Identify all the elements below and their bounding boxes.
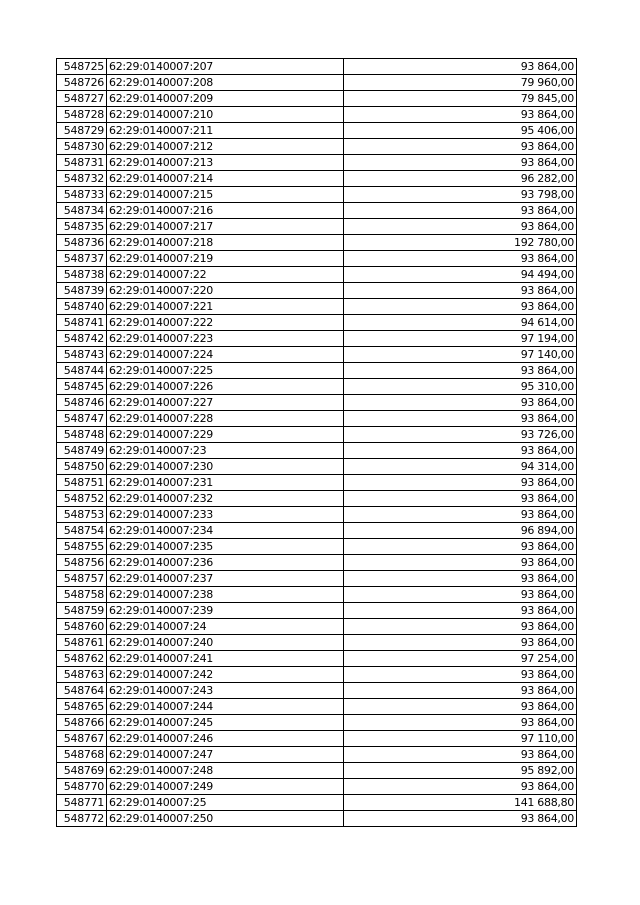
value-cell: 93 864,00 <box>344 107 577 123</box>
table-row <box>57 507 577 523</box>
row-id-cell: 548761 <box>57 635 107 651</box>
table-body <box>57 59 577 827</box>
cadastral-number-cell: 62:29:0140007:22 <box>107 267 344 283</box>
row-id-cell: 548726 <box>57 75 107 91</box>
cadastral-number-cell: 62:29:0140007:231 <box>107 475 344 491</box>
value-cell: 141 688,80 <box>344 795 577 811</box>
value-cell: 93 864,00 <box>344 603 577 619</box>
row-id-cell: 548772 <box>57 811 107 827</box>
row-id-cell: 548751 <box>57 475 107 491</box>
table-row <box>57 779 577 795</box>
table-row <box>57 715 577 731</box>
table-row <box>57 315 577 331</box>
cadastral-number-cell: 62:29:0140007:245 <box>107 715 344 731</box>
cadastral-number-cell: 62:29:0140007:239 <box>107 603 344 619</box>
cadastral-number-cell: 62:29:0140007:208 <box>107 75 344 91</box>
value-cell: 93 864,00 <box>344 411 577 427</box>
row-id-cell: 548768 <box>57 747 107 763</box>
cadastral-number-cell: 62:29:0140007:209 <box>107 91 344 107</box>
cadastral-number-cell: 62:29:0140007:238 <box>107 587 344 603</box>
value-cell: 93 864,00 <box>344 555 577 571</box>
cadastral-number-cell: 62:29:0140007:244 <box>107 699 344 715</box>
table-row <box>57 107 577 123</box>
value-cell: 97 110,00 <box>344 731 577 747</box>
row-id-cell: 548767 <box>57 731 107 747</box>
cadastral-number-cell: 62:29:0140007:223 <box>107 331 344 347</box>
table-row <box>57 251 577 267</box>
row-id-cell: 548771 <box>57 795 107 811</box>
table-row <box>57 731 577 747</box>
value-cell: 93 864,00 <box>344 571 577 587</box>
row-id-cell: 548740 <box>57 299 107 315</box>
value-cell: 93 864,00 <box>344 587 577 603</box>
row-id-cell: 548750 <box>57 459 107 475</box>
table-row <box>57 75 577 91</box>
row-id-cell: 548753 <box>57 507 107 523</box>
value-cell: 93 864,00 <box>344 699 577 715</box>
table-row <box>57 635 577 651</box>
value-cell: 93 864,00 <box>344 139 577 155</box>
row-id-cell: 548729 <box>57 123 107 139</box>
row-id-cell: 548737 <box>57 251 107 267</box>
table-row <box>57 363 577 379</box>
table-row <box>57 571 577 587</box>
value-cell: 95 406,00 <box>344 123 577 139</box>
table-row <box>57 811 577 827</box>
row-id-cell: 548743 <box>57 347 107 363</box>
value-cell: 93 726,00 <box>344 427 577 443</box>
value-cell: 93 864,00 <box>344 251 577 267</box>
value-cell: 192 780,00 <box>344 235 577 251</box>
cadastral-number-cell: 62:29:0140007:25 <box>107 795 344 811</box>
table-row <box>57 395 577 411</box>
table-row <box>57 299 577 315</box>
value-cell: 94 314,00 <box>344 459 577 475</box>
value-cell: 93 864,00 <box>344 491 577 507</box>
value-cell: 93 864,00 <box>344 747 577 763</box>
value-cell: 93 864,00 <box>344 667 577 683</box>
table-row <box>57 283 577 299</box>
cadastral-number-cell: 62:29:0140007:235 <box>107 539 344 555</box>
row-id-cell: 548763 <box>57 667 107 683</box>
table-row <box>57 459 577 475</box>
row-id-cell: 548745 <box>57 379 107 395</box>
row-id-cell: 548733 <box>57 187 107 203</box>
table-row <box>57 411 577 427</box>
row-id-cell: 548762 <box>57 651 107 667</box>
row-id-cell: 548770 <box>57 779 107 795</box>
table-row <box>57 267 577 283</box>
row-id-cell: 548755 <box>57 539 107 555</box>
row-id-cell: 548730 <box>57 139 107 155</box>
row-id-cell: 548728 <box>57 107 107 123</box>
value-cell: 93 864,00 <box>344 283 577 299</box>
cadastral-number-cell: 62:29:0140007:216 <box>107 203 344 219</box>
cadastral-number-cell: 62:29:0140007:215 <box>107 187 344 203</box>
row-id-cell: 548759 <box>57 603 107 619</box>
cadastral-number-cell: 62:29:0140007:211 <box>107 123 344 139</box>
row-id-cell: 548738 <box>57 267 107 283</box>
row-id-cell: 548742 <box>57 331 107 347</box>
cadastral-number-cell: 62:29:0140007:243 <box>107 683 344 699</box>
row-id-cell: 548734 <box>57 203 107 219</box>
value-cell: 93 864,00 <box>344 683 577 699</box>
table-row <box>57 555 577 571</box>
cadastral-number-cell: 62:29:0140007:233 <box>107 507 344 523</box>
cadastral-number-cell: 62:29:0140007:212 <box>107 139 344 155</box>
document-page <box>56 58 577 827</box>
cadastral-number-cell: 62:29:0140007:240 <box>107 635 344 651</box>
table-row <box>57 187 577 203</box>
cadastral-number-cell: 62:29:0140007:234 <box>107 523 344 539</box>
value-cell: 93 864,00 <box>344 155 577 171</box>
table-row <box>57 699 577 715</box>
table-row <box>57 603 577 619</box>
cadastral-number-cell: 62:29:0140007:248 <box>107 763 344 779</box>
table-row <box>57 219 577 235</box>
row-id-cell: 548754 <box>57 523 107 539</box>
row-id-cell: 548741 <box>57 315 107 331</box>
cadastral-number-cell: 62:29:0140007:247 <box>107 747 344 763</box>
cadastral-number-cell: 62:29:0140007:214 <box>107 171 344 187</box>
cadastral-number-cell: 62:29:0140007:24 <box>107 619 344 635</box>
cadastral-number-cell: 62:29:0140007:219 <box>107 251 344 267</box>
value-cell: 93 864,00 <box>344 811 577 827</box>
cadastral-number-cell: 62:29:0140007:210 <box>107 107 344 123</box>
row-id-cell: 548727 <box>57 91 107 107</box>
value-cell: 93 864,00 <box>344 475 577 491</box>
cadastral-number-cell: 62:29:0140007:241 <box>107 651 344 667</box>
row-id-cell: 548739 <box>57 283 107 299</box>
cadastral-number-cell: 62:29:0140007:232 <box>107 491 344 507</box>
row-id-cell: 548747 <box>57 411 107 427</box>
row-id-cell: 548766 <box>57 715 107 731</box>
row-id-cell: 548732 <box>57 171 107 187</box>
row-id-cell: 548749 <box>57 443 107 459</box>
row-id-cell: 548760 <box>57 619 107 635</box>
value-cell: 93 864,00 <box>344 203 577 219</box>
table-row <box>57 59 577 75</box>
value-cell: 93 864,00 <box>344 443 577 459</box>
cadastral-number-cell: 62:29:0140007:249 <box>107 779 344 795</box>
row-id-cell: 548746 <box>57 395 107 411</box>
table-row <box>57 171 577 187</box>
value-cell: 95 310,00 <box>344 379 577 395</box>
cadastral-number-cell: 62:29:0140007:23 <box>107 443 344 459</box>
table-row <box>57 683 577 699</box>
cadastral-number-cell: 62:29:0140007:229 <box>107 427 344 443</box>
row-id-cell: 548735 <box>57 219 107 235</box>
cadastral-number-cell: 62:29:0140007:224 <box>107 347 344 363</box>
row-id-cell: 548748 <box>57 427 107 443</box>
cadastral-number-cell: 62:29:0140007:228 <box>107 411 344 427</box>
cadastral-number-cell: 62:29:0140007:207 <box>107 59 344 75</box>
cadastral-number-cell: 62:29:0140007:226 <box>107 379 344 395</box>
table-row <box>57 587 577 603</box>
row-id-cell: 548725 <box>57 59 107 75</box>
value-cell: 97 194,00 <box>344 331 577 347</box>
value-cell: 93 864,00 <box>344 539 577 555</box>
table-row <box>57 91 577 107</box>
value-cell: 93 864,00 <box>344 507 577 523</box>
cadastral-number-cell: 62:29:0140007:221 <box>107 299 344 315</box>
table-row <box>57 155 577 171</box>
value-cell: 93 864,00 <box>344 635 577 651</box>
row-id-cell: 548764 <box>57 683 107 699</box>
table-row <box>57 379 577 395</box>
row-id-cell: 548765 <box>57 699 107 715</box>
value-cell: 93 864,00 <box>344 715 577 731</box>
table-row <box>57 475 577 491</box>
row-id-cell: 548752 <box>57 491 107 507</box>
table-row <box>57 523 577 539</box>
cadastral-number-cell: 62:29:0140007:227 <box>107 395 344 411</box>
value-cell: 96 282,00 <box>344 171 577 187</box>
table-row <box>57 539 577 555</box>
cadastral-number-cell: 62:29:0140007:236 <box>107 555 344 571</box>
row-id-cell: 548757 <box>57 571 107 587</box>
value-cell: 94 614,00 <box>344 315 577 331</box>
table-row <box>57 619 577 635</box>
value-cell: 93 864,00 <box>344 219 577 235</box>
cadastral-number-cell: 62:29:0140007:217 <box>107 219 344 235</box>
value-cell: 93 864,00 <box>344 363 577 379</box>
table-row <box>57 331 577 347</box>
cadastral-number-cell: 62:29:0140007:246 <box>107 731 344 747</box>
cadastral-number-cell: 62:29:0140007:237 <box>107 571 344 587</box>
table-row <box>57 203 577 219</box>
value-cell: 93 864,00 <box>344 619 577 635</box>
table-row <box>57 667 577 683</box>
cadastral-number-cell: 62:29:0140007:242 <box>107 667 344 683</box>
table-row <box>57 139 577 155</box>
cadastral-number-cell: 62:29:0140007:230 <box>107 459 344 475</box>
table-row <box>57 491 577 507</box>
value-cell: 93 864,00 <box>344 779 577 795</box>
land-plot-table <box>56 58 577 827</box>
value-cell: 94 494,00 <box>344 267 577 283</box>
table-row <box>57 443 577 459</box>
table-row <box>57 795 577 811</box>
value-cell: 95 892,00 <box>344 763 577 779</box>
cadastral-number-cell: 62:29:0140007:218 <box>107 235 344 251</box>
cadastral-number-cell: 62:29:0140007:250 <box>107 811 344 827</box>
cadastral-number-cell: 62:29:0140007:222 <box>107 315 344 331</box>
table-row <box>57 763 577 779</box>
row-id-cell: 548756 <box>57 555 107 571</box>
value-cell: 93 798,00 <box>344 187 577 203</box>
row-id-cell: 548731 <box>57 155 107 171</box>
cadastral-number-cell: 62:29:0140007:213 <box>107 155 344 171</box>
table-row <box>57 347 577 363</box>
row-id-cell: 548758 <box>57 587 107 603</box>
row-id-cell: 548769 <box>57 763 107 779</box>
table-row <box>57 235 577 251</box>
value-cell: 79 845,00 <box>344 91 577 107</box>
row-id-cell: 548736 <box>57 235 107 251</box>
table-row <box>57 123 577 139</box>
row-id-cell: 548744 <box>57 363 107 379</box>
value-cell: 97 140,00 <box>344 347 577 363</box>
cadastral-number-cell: 62:29:0140007:220 <box>107 283 344 299</box>
cadastral-number-cell: 62:29:0140007:225 <box>107 363 344 379</box>
table-row <box>57 427 577 443</box>
table-row <box>57 651 577 667</box>
value-cell: 96 894,00 <box>344 523 577 539</box>
value-cell: 93 864,00 <box>344 59 577 75</box>
value-cell: 93 864,00 <box>344 299 577 315</box>
table-row <box>57 747 577 763</box>
value-cell: 97 254,00 <box>344 651 577 667</box>
value-cell: 79 960,00 <box>344 75 577 91</box>
value-cell: 93 864,00 <box>344 395 577 411</box>
